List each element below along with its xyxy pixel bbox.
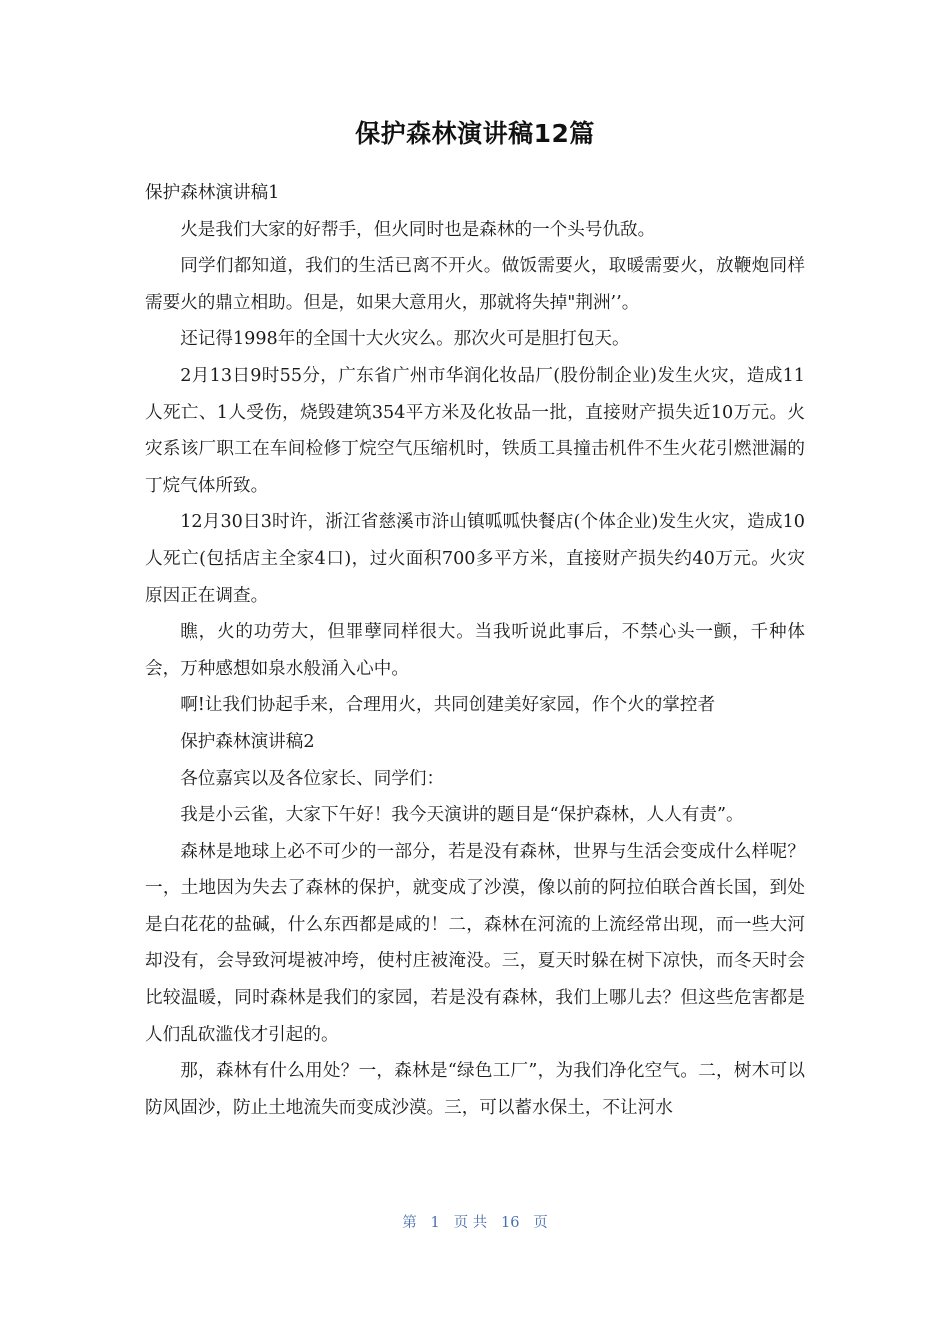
footer-total-pages: 16 (501, 1215, 520, 1231)
paragraph: 啊!让我们协起手来，合理用火，共同创建美好家园，作个火的掌控者 (180, 695, 716, 716)
paragraph: 2月13日9时55分，广东省广州市华润化妆品厂(股份制企业)发生火灾，造成11人死亡、1人受伤，烧毁建筑354平方米及化妆品一批，直接财产损失近10万元。火灾系该厂职工在车间检修丁烷空气压缩机时，铁质工具撞击机件不生火花引燃泄漏的丁烷气体所致。 (145, 365, 805, 496)
paragraph: 各位嘉宾以及各位家长、同学们： (180, 768, 445, 789)
document-title: 保护森林演讲稿12篇 (355, 119, 595, 148)
paragraph: 瞧，火的功劳大，但罪孽同样很大。当我听说此事后，不禁心头一颤，千种体会，万种感想如泉水般涌入心中。 (145, 622, 805, 679)
footer-total-label: 页 共 (453, 1215, 488, 1231)
paragraph: 同学们都知道，我们的生活已离不开火。做饭需要火，取暖需要火，放鞭炮同样需要火的鼎立相助。但是，如果大意用火，那就将失掉"荆洲’’。 (145, 256, 805, 313)
footer-current-page: 1 (430, 1215, 440, 1231)
paragraph: 保护森林演讲稿2 (180, 731, 315, 752)
paragraph: 还记得1998年的全国十大火灾么。那次火可是胆打包天。 (180, 329, 630, 350)
paragraph: 火是我们大家的好帮手，但火同时也是森林的一个头号仇敌。 (180, 219, 656, 240)
paragraph: 森林是地球上必不可少的一部分，若是没有森林，世界与生活会变成什么样呢？一，土地因为失去了森林的保护，就变成了沙漠，像以前的阿拉伯联合酋长国，到处是白花花的盐碱，什么东西都是咸的！二，森林在河流的上流经常出现，而一些大河却没有，会导致河堤被冲垮，使村庄被淹没。三，夏天时躲在树下凉快，而冬天时会比较温暖，同时森林是我们的家园，若是没有森林，我们上哪儿去？但这些危害都是人们乱砍滥伐才引起的。 (145, 841, 805, 1045)
page-footer (0, 1211, 950, 1235)
paragraph: 12月30日3时许，浙江省慈溪市浒山镇呱呱快餐店(个体企业)发生火灾，造成10人死亡(包括店主全家4口)，过火面积700多平方米，直接财产损失约40万元。火灾原因正在调查。 (145, 512, 805, 606)
footer-end-label: 页 (533, 1215, 548, 1231)
footer-page-label: 第 (402, 1215, 417, 1231)
paragraph: 我是小云雀，大家下午好！我今天演讲的题目是“保护森林，人人有责”。 (180, 805, 744, 826)
document-body (145, 175, 805, 1126)
paragraph: 那，森林有什么用处？一，森林是“绿色工厂”，为我们净化空气。二，树木可以防风固沙，防止土地流失而变成沙漠。三，可以蓄水保土，不让河水 (145, 1061, 805, 1118)
section-heading: 保护森林演讲稿1 (145, 183, 280, 203)
